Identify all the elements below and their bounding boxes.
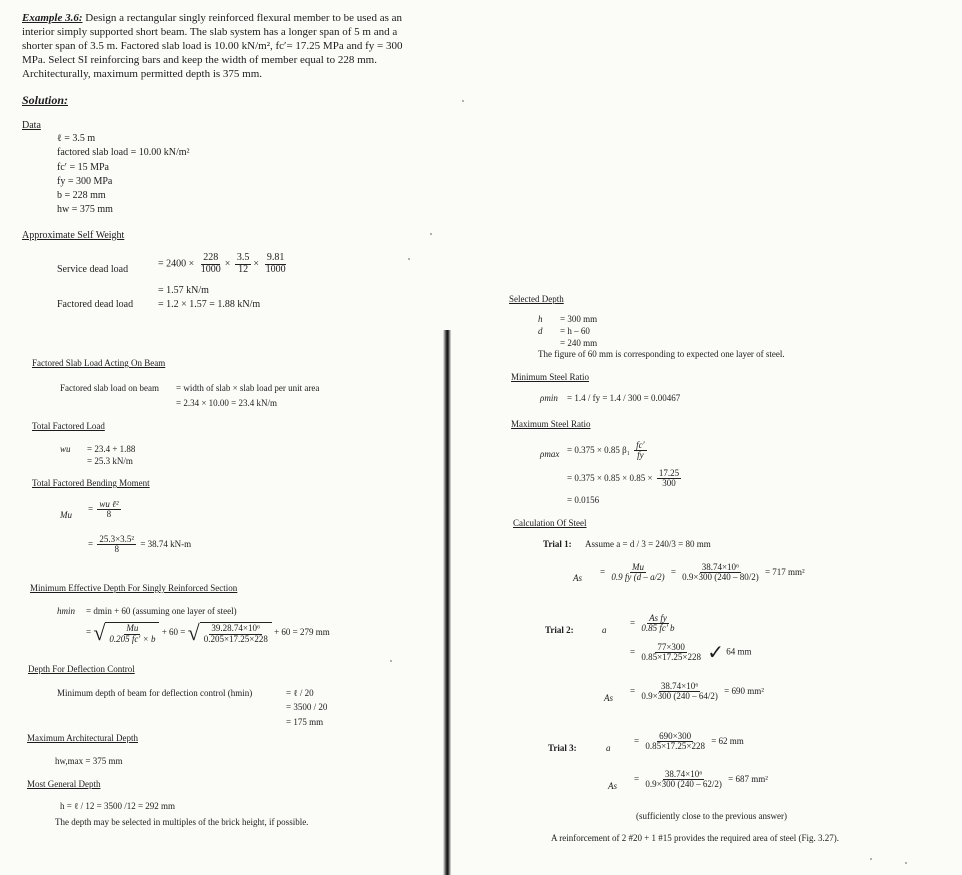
example-title: Example 3.6: (22, 12, 83, 24)
total-load-eq2: = 25.3 kN/m (87, 456, 133, 466)
scan-speck (390, 660, 392, 662)
selected-d-value1: = h – 60 (560, 326, 590, 336)
factored-dead-equation: = 1.2 × 1.57 = 1.88 kN/m (158, 299, 261, 310)
solution-heading: Solution: (22, 93, 69, 107)
fraction-span: $\frac{3.5}{12}$ (236, 252, 250, 275)
trial1-as-symbol: As (573, 573, 582, 583)
data-fy: fy = 300 MPa (57, 176, 113, 187)
total-load-symbol: wu (60, 444, 71, 454)
data-span: ℓ = 3.5 m (57, 133, 96, 144)
fraction-gravity: $\frac{9.81}{1000}$ (265, 252, 286, 275)
trial3-a-symbol: a (606, 743, 611, 753)
slab-load-label: Factored slab load on beam (60, 383, 159, 393)
trial2-eq2: = $\frac{77\times 300}{0.85\times 17.25\times 228}$ ✓ 64 mm (630, 641, 752, 664)
factored-dead-label: Factored dead load (57, 299, 134, 310)
total-load-eq1: = 23.4 + 1.88 (87, 444, 136, 454)
check-mark-icon: ✓ (707, 642, 724, 664)
trial3-label: Trial 3: (548, 743, 577, 753)
trial3-note: (sufficiently close to the previous answer) (636, 811, 788, 821)
deflection-eq3: = 175 mm (286, 717, 324, 727)
selected-d-value2: = 240 mm (560, 338, 598, 348)
trial1-label: Trial 1: (543, 539, 572, 549)
example-line-5: Architecturally, maximum permitted depth is 375 mm. (22, 68, 263, 80)
min-steel-symbol: ρmin (540, 393, 558, 403)
trial1-equation: = $\frac{Mu}{0.9 fy (d - a/2)}$ = $\frac{\text{38.74×10⁶}}{0.9\times 300 (240 - 80/2)}$ = 717 mm² (600, 562, 805, 583)
final-reinforcement: A reinforcement of 2 #20 + 1 #15 provides the required area of steel (Fig. 3.27). (551, 833, 839, 843)
deflection-heading: Depth For Deflection Control (28, 664, 135, 674)
max-steel-eq2: = 0.375 × 0.85 × 0.85 × $\frac{17.25}{300}$ (567, 468, 680, 489)
trial3-as-symbol: As (608, 781, 617, 791)
max-steel-heading: Maximum Steel Ratio (511, 419, 591, 429)
scan-speck (430, 233, 432, 235)
selected-d-symbol: d (538, 326, 543, 336)
selected-h-value: = 300 mm (560, 314, 598, 324)
scan-speck (870, 858, 872, 860)
trial2-label: Trial 2: (545, 625, 574, 635)
selected-depth-heading: Selected Depth (509, 294, 564, 304)
fraction-width: $\frac{228}{1000}$ (200, 252, 221, 275)
scan-speck (905, 862, 907, 864)
data-slab-load: factored slab load = 10.00 kN/m² (57, 147, 190, 158)
moment-symbol: Mu (60, 510, 72, 520)
min-depth-eq2: = √ $\frac{Mu}{0.205 fc' \times b}$ + 60 = √ $\frac{\text{39.28.74×10⁶}}{0.205\times 17.25\times 228}$ + 60 = 279 mm (86, 620, 330, 645)
slab-load-heading: Factored Slab Load Acting On Beam (32, 358, 166, 368)
trial2-as-eq: = $\frac{\text{38.74×10⁶}}{0.9\times 300 (240 - 64/2)}$ = 690 mm² (630, 681, 764, 702)
data-fc: fc′ = 15 MPa (57, 162, 109, 173)
general-depth-eq: h = ℓ / 12 = 3500 /12 = 292 mm (60, 801, 176, 811)
deflection-eq2: = 3500 / 20 (286, 702, 328, 712)
general-depth-note: The depth may be selected in multiples of the brick height, if possible. (55, 817, 309, 827)
slab-load-eq1: = width of slab × slab load per unit area (176, 383, 320, 393)
book-spine (443, 330, 451, 875)
max-steel-symbol: ρmax (540, 449, 560, 459)
max-steel-eq1: = 0.375 × 0.85 β₁ $\frac{fc'}{fy}$ (567, 440, 645, 461)
example-line-4: MPa. Select SI reinforcing bars and keep the width of member equal to 228 mm. (22, 54, 377, 66)
trial3-as-eq: = $\frac{\text{38.74×10⁶}}{0.9\times 300 (240 - 62/2)}$ = 687 mm² (634, 769, 768, 790)
trial2-as-symbol: As (604, 693, 613, 703)
data-heading: Data (22, 120, 41, 131)
example-line-1: Example 3.6: Design a rectangular singly reinforced flexural member to be used as an (22, 12, 402, 24)
scan-speck (408, 258, 410, 260)
architectural-heading: Maximum Architectural Depth (27, 733, 138, 743)
sqrt-symbolic: √ $\frac{Mu}{0.205 fc' \times b}$ (93, 622, 159, 644)
selected-h-symbol: h (538, 314, 543, 324)
self-weight-heading: Approximate Self Weight (22, 230, 125, 241)
example-line-3: shorter span of 3.5 m. Factored slab load is 10.00 kN/m², fc′= 17.25 MPa and fy = 300 (22, 40, 403, 52)
min-steel-eq: = 1.4 / fy = 1.4 / 300 = 0.00467 (567, 393, 681, 403)
trial1-assume: Assume a = d / 3 = 240/3 = 80 mm (585, 539, 711, 549)
general-depth-heading: Most General Depth (27, 779, 101, 789)
sqrt-numeric: √ $\frac{\text{39.28.74×10⁶}}{0.205\times 17.25\times 228}$ (188, 622, 272, 644)
min-depth-symbol: hmin (57, 606, 75, 616)
data-hw: hw = 375 mm (57, 204, 113, 215)
trial2-a-symbol: a (602, 625, 607, 635)
service-dead-equation: = 2400 × $\frac{228}{1000}$ × $\frac{3.5}{12}$ × $\frac{9.81}{1000}$ (158, 252, 286, 275)
example-line-2: interior simply supported short beam. The slab system has a longer span of 5 m and a (22, 26, 398, 38)
deflection-label: Minimum depth of beam for deflection control (hmin) (57, 688, 253, 698)
selected-depth-note: The figure of 60 mm is corresponding to expected one layer of steel. (538, 349, 785, 359)
service-dead-label: Service dead load (57, 264, 129, 275)
architectural-eq: hw,max = 375 mm (55, 756, 123, 766)
moment-heading: Total Factored Bending Moment (32, 478, 150, 488)
deflection-eq1: = ℓ / 20 (286, 688, 314, 698)
max-steel-eq3: = 0.0156 (567, 495, 600, 505)
trial3-eq: = $\frac{690\times 300}{0.85\times 17.25\times 228}$ = 62 mm (634, 731, 744, 752)
min-depth-eq1: = dmin + 60 (assuming one layer of steel) (86, 606, 237, 616)
total-load-heading: Total Factored Load (32, 421, 105, 431)
scan-speck (462, 100, 464, 102)
moment-eq1: = $\frac{\text{wu ℓ²}}{8}$ (88, 499, 119, 520)
min-depth-heading: Minimum Effective Depth For Singly Reinforced Section (30, 583, 238, 593)
trial2-eq1: = $\frac{\text{As fy}}{0.85 fc' b}$ (630, 613, 675, 634)
moment-eq2: = $\frac{\text{25.3×3.5²}}{8}$ = 38.74 kN-m (88, 534, 192, 555)
min-steel-heading: Minimum Steel Ratio (511, 372, 589, 382)
data-b: b = 228 mm (57, 190, 106, 201)
slab-load-eq2: = 2.34 × 10.00 = 23.4 kN/m (176, 398, 277, 408)
service-dead-result: = 1.57 kN/m (158, 285, 209, 296)
steel-calc-heading: Calculation Of Steel (513, 518, 587, 528)
